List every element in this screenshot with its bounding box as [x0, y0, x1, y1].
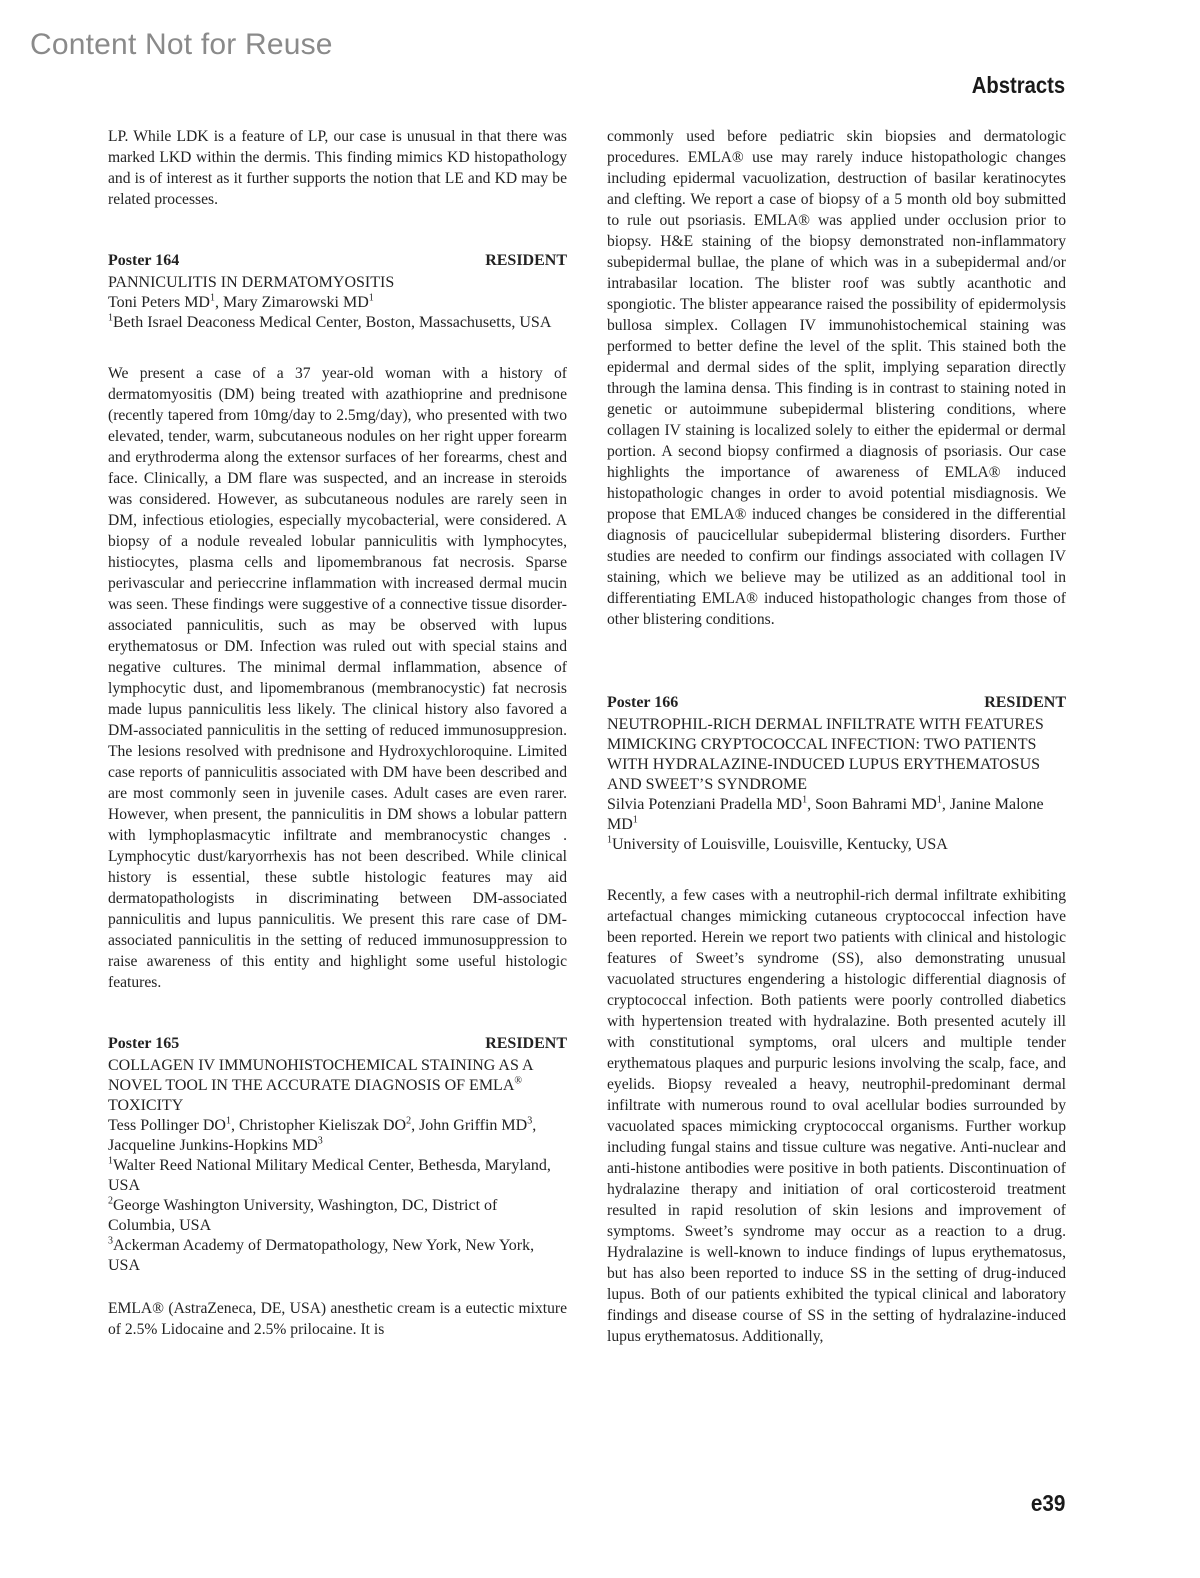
poster-authors: Tess Pollinger $DO^1$, Christopher Kieliszak $DO^2$, John Griffin $MD^3$, Jacqueline Junkins-Hopkins $MD^3$ [108, 1115, 537, 1154]
poster-number: Poster 164 [108, 252, 180, 269]
poster-category: RESIDENT [984, 694, 1066, 711]
poster-title: NEUTROPHIL-RICH DERMAL INFILTRATE WITH FEATURES MIMICKING CRYPTOCOCCAL INFECTION: TWO PATIENTS WITH HYDRALAZINE-INDUCED LUPUS ERYTHEMATOSUS AND SWEET’S SYNDROME [607, 716, 1044, 793]
poster-abstract-body: Recently, a few cases with a neutrophil-rich dermal infiltrate exhibiting artefactual changes mimicking cutaneous cryptococcal infection have been reported. Herein we report two patients with clinical and histologic features of Sweet’s syndrome (SS), also demonstrating unusual vacuolated structures engendering a histologic differential diagnosis of cryptococcal infection. Both patients were poorly controlled diabetics with hypertension treated with hydralazine. Both presented acutely ill with constitutional symptoms, oral ulcers and multiple tender erythematous plaques and purpuric lesions involving the scalp, face, and eyelids. Biopsy revealed a heavy, neutrophil-predominant dermal infiltrate with numerous round to oval acellular bodies surrounded by vacuolated spaces mimicking cryptococcal organisms. Further workup including fungal stains and tissue culture was negative. Anti-nuclear and anti-histone antibodies were positive in both patients. Discontinuation of hydralazine therapy and initiation of oral corticosteroid treatment resulted in rapid resolution of skin lesions and improvement of symptoms. Sweet’s syndrome may occur as a reaction to a drug. Hydralazine is well-known to induce findings of lupus erythematosus, but has also been reported to induce SS in the setting of drug-induced lupus. Both of our patients exhibited the typical clinical and laboratory findings and disease course of SS in the setting of hydralazine-induced lupus erythematosus. Additionally, [607, 887, 1066, 1345]
poster-title: PANNICULITIS IN DERMATOMYOSITIS [108, 274, 395, 291]
poster-number: Poster 166 [607, 694, 679, 711]
poster-165 [108, 1033, 567, 1340]
poster-affiliation: $^2$George Washington University, Washington, DC, District of Columbia, USA [108, 1195, 498, 1234]
poster-authors: Silvia Potenziani Pradella $MD^1$, Soon Bahrami $MD^1$, Janine Malone $MD^1$ [607, 794, 1044, 833]
watermark: Content Not for Reuse [30, 28, 333, 61]
poster-authors: Toni Peters $MD^1$, Mary Zimarowski $MD^1$ [108, 292, 374, 311]
section-header: Abstracts [971, 72, 1065, 98]
left-column [108, 126, 567, 1340]
poster-affiliation: $^1$Walter Reed National Military Medical Center, Bethesda, Maryland, USA [108, 1155, 551, 1194]
intro-paragraph: LP. While LDK is a feature of LP, our case is unusual in that there was marked LKD within the dermis. This finding mimics KD histopathology and is of interest as it further supports the notion that LE and KD may be related processes. [108, 128, 567, 208]
poster-category: RESIDENT [485, 1035, 567, 1052]
poster-165-header [108, 1033, 567, 1054]
poster-164 [108, 250, 567, 993]
poster-affiliation: $^1$Beth Israel Deaconess Medical Center, Boston, Massachusetts, USA [108, 312, 552, 331]
poster-affiliation: $^1$University of Louisville, Louisville, Kentucky, USA [607, 834, 948, 853]
poster-abstract-body: We present a case of a 37 year-old woman with a history of dermatomyositis (DM) being treated with azathioprine and prednisone (recently tapered from 10mg/day to 2.5mg/day), who presented with two elevated, tender, warm, subcutaneous nodules on her right upper forearm and erythroderma along the extensor surfaces of her forearms, chest and face. Clinically, a DM flare was suspected, and an increase in steroids was considered. However, as subcutaneous nodules are rarely seen in DM, infectious etiologies, especially mycobacterial, were considered. A biopsy of a nodule revealed lobular panniculitis with lymphocytes, histiocytes, plasma cells and lipomembranous fat necrosis. Sparse perivascular and perieccrine inflammation with increased dermal mucin was seen. These findings were suggestive of a connective tissue disorder-associated panniculitis, such as may be observed with lupus erythematosus or DM. Infection was ruled out with special stains and negative cultures. The minimal dermal inflammation, absence of lymphocytic dust, and lipomembranous (membranocystic) fat necrosis made lupus panniculitis less likely. The clinical history also favored a DM-associated panniculitis in the setting of reduced immunosuppresion. The lesions resolved with prednisone and Hydroxychloroquine. Limited case reports of panniculitis associated with DM have been described and are most commonly seen in juvenile cases. Adult cases are even rarer. However, when present, the panniculitis in DM shows a lobular pattern with lymphoplasmacytic infiltrate and membranocystic changes . Lymphocytic dust/karyorrhexis has not been described. While clinical history is essential, these subtle histologic features may aid dermatopathologists in discriminating between DM-associated panniculitis and lupus panniculitis. We present this rare case of DM-associated panniculitis in the setting of reduced immunosuppression to raise awareness of this entity and highlight some useful histologic features. [108, 365, 567, 991]
poster-abstract-body: EMLA® (AstraZeneca, DE, USA) anesthetic cream is a eutectic mixture of 2.5% Lidocaine and 2.5% prilocaine. It is [108, 1300, 567, 1338]
poster-number: Poster 165 [108, 1035, 180, 1052]
right-column [607, 126, 1066, 1347]
poster-164-header [108, 250, 567, 271]
poster-166 [607, 692, 1066, 1347]
page-number: e39 [1030, 1490, 1065, 1516]
poster-category: RESIDENT [485, 252, 567, 269]
poster-166-header [607, 692, 1066, 713]
poster-title: COLLAGEN IV IMMUNOHISTOCHEMICAL STAINING AS A NOVEL TOOL IN THE ACCURATE DIAGNOSIS OF EMLA® TOXICITY [108, 1057, 533, 1114]
poster-affiliation: $^3$Ackerman Academy of Dermatopathology, New York, New York, USA [108, 1235, 535, 1274]
poster-165-continued-body: commonly used before pediatric skin biopsies and dermatologic procedures. EMLA® use may rarely induce histopathologic changes including epidermal vacuolization, destruction of basilar keratinocytes and clefting. We report a case of biopsy of a 5 month old boy submitted to rule out psoriasis. EMLA® was applied under occlusion prior to biopsy. H&E staining of the biopsy demonstrated non-inflammatory subepidermal bullae, the plane of which was in a subepidermal and/or intrabasilar location. The blister roof was subtly acanthotic and spongiotic. The blister appearance raised the possibility of epidermolysis bullosa simplex. Collagen IV immunohistochemical staining was performed to better define the level of the split. This stained both the epidermal and dermal sides of the split, implying separation directly through the lamina densa. This finding is in contrast to staining noted in genetic or autoimmune subepidermal blistering conditions, where collagen IV staining is localized solely to either the epidermal or dermal portion. A second biopsy confirmed a diagnosis of psoriasis. Our case highlights the importance of awareness of EMLA® induced histopathologic changes in order to avoid potential misdiagnosis. We propose that EMLA® induced changes be considered in the differential diagnosis of paucicellular subepidermal blistering disorders. Further studies are needed to confirm our findings associated with collagen IV staining, which we believe may be utilized as an additional tool in differentiating EMLA® induced histopathologic changes from those of other blistering conditions. [607, 128, 1066, 628]
